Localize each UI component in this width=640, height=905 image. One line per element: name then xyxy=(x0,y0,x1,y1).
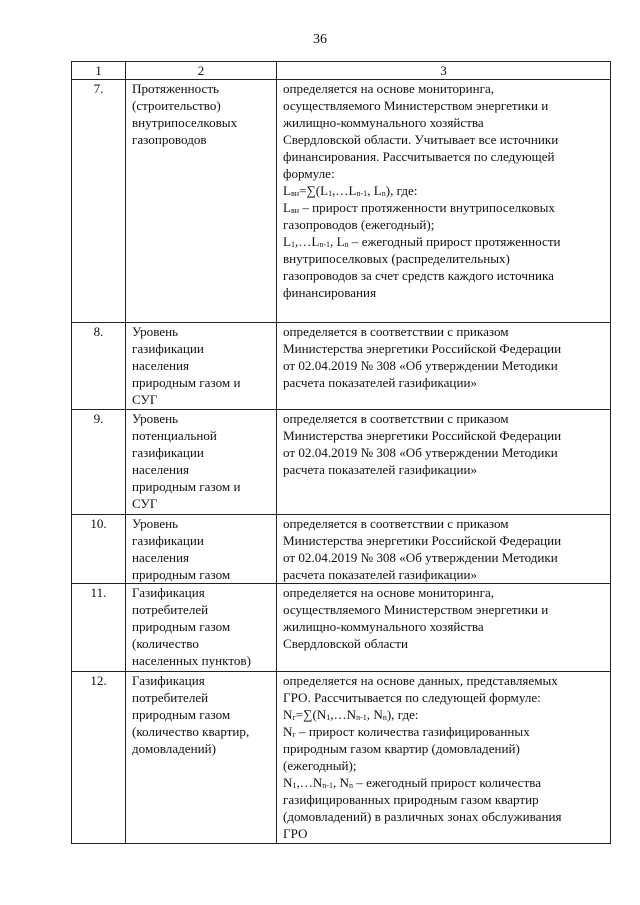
name-line: Газификация xyxy=(132,673,205,688)
table-row xyxy=(72,584,611,672)
indicator-method xyxy=(277,672,611,844)
row-number: 8. xyxy=(72,323,126,410)
row-number: 12. xyxy=(72,672,126,844)
row-number: 9. xyxy=(72,410,126,515)
desc-line: Министерства энергетики Российской Федерации xyxy=(283,533,562,548)
desc-line: от 02.04.2019 № 308 «Об утверждении Методики xyxy=(283,550,558,565)
name-line: внутрипоселковых xyxy=(132,115,238,130)
definition-line: природным газом квартир (домовладений) xyxy=(283,741,520,756)
indicator-method xyxy=(277,323,611,410)
indicator-name xyxy=(126,410,277,515)
header-col-1: 1 xyxy=(72,62,126,80)
desc-line: определяется в соответствии с приказом xyxy=(283,411,509,426)
desc-line: расчета показателей газификации» xyxy=(283,567,478,582)
name-line: природным газом xyxy=(132,619,231,634)
definition-line: газифицированных природным газом квартир xyxy=(283,792,539,807)
name-line: газификации xyxy=(132,341,204,356)
desc-line: определяется на основе мониторинга, xyxy=(283,81,495,96)
desc-line: определяется на основе данных, представляемых xyxy=(283,673,558,688)
row-number: 10. xyxy=(72,515,126,584)
desc-line: жилищно-коммунального хозяйства xyxy=(283,115,484,130)
name-line: населения xyxy=(132,550,189,565)
name-line: населения xyxy=(132,358,189,373)
desc-line: финансирования. Рассчитывается по следующей xyxy=(283,149,555,164)
name-line: газопроводов xyxy=(132,132,207,147)
desc-line: осуществляемого Министерством энергетики и xyxy=(283,602,549,617)
desc-line: ГРО. Рассчитывается по следующей формуле: xyxy=(283,690,541,705)
definition-line: газопроводов (ежегодный); xyxy=(283,217,435,232)
definition-line: газопроводов за счет средств каждого источника xyxy=(283,268,554,283)
desc-line: Свердловской области xyxy=(283,636,408,651)
definition-line: ГРО xyxy=(283,826,308,841)
indicator-name xyxy=(126,584,277,672)
indicator-method xyxy=(277,584,611,672)
name-line: газификации xyxy=(132,445,204,460)
desc-line: жилищно-коммунального хозяйства xyxy=(283,619,484,634)
desc-line: определяется в соответствии с приказом xyxy=(283,516,509,531)
definition-line: (домовладений) в различных зонах обслуживания xyxy=(283,809,562,824)
name-line: природным газом и xyxy=(132,375,241,390)
formula-line: $L_{вн}=\sum(L_1,\dots L_{n-1}$, $L_n$), где: xyxy=(283,183,418,198)
indicator-name xyxy=(126,323,277,410)
definition-line: $N_1,\dots N_{n-1}$, $N_n$ – ежегодный прирост количества xyxy=(283,775,542,790)
table-row xyxy=(72,410,611,515)
definition-line: внутрипоселковых (распределительных) xyxy=(283,251,510,266)
name-line: (количество квартир, xyxy=(132,724,250,739)
desc-line: от 02.04.2019 № 308 «Об утверждении Методики xyxy=(283,358,558,373)
name-line: потребителей xyxy=(132,602,209,617)
table-row xyxy=(72,323,611,410)
name-line: Уровень xyxy=(132,516,179,531)
definition-line: $L_1,\dots L_{n-1}$, $L_n$ – ежегодный прирост протяженности xyxy=(283,234,561,249)
name-line: Газификация xyxy=(132,585,205,600)
desc-line: определяется на основе мониторинга, xyxy=(283,585,495,600)
name-line: СУГ xyxy=(132,392,158,407)
name-line: природным газом xyxy=(132,567,231,582)
indicators-table xyxy=(71,61,611,844)
desc-line: формуле: xyxy=(283,166,335,181)
indicator-name xyxy=(126,515,277,584)
header-col-3: 3 xyxy=(277,62,611,80)
definition-line: $N_г$ – прирост количества газифицированных xyxy=(283,724,530,739)
desc-line: определяется в соответствии с приказом xyxy=(283,324,509,339)
name-line: СУГ xyxy=(132,496,158,511)
page-number: 36 xyxy=(313,32,327,47)
name-line: (количество xyxy=(132,636,199,651)
desc-line: Министерства энергетики Российской Федерации xyxy=(283,341,562,356)
indicator-method xyxy=(277,80,611,323)
definition-line: финансирования xyxy=(283,285,377,300)
row-number: 7. xyxy=(72,80,126,323)
name-line: газификации xyxy=(132,533,204,548)
formula-line: $N_г=\sum(N_1,\dots N_{n-1}$, $N_n$), где: xyxy=(283,707,419,722)
table-row xyxy=(72,672,611,844)
name-line: населения xyxy=(132,462,189,477)
name-line: (строительство) xyxy=(132,98,221,113)
name-line: Уровень xyxy=(132,324,179,339)
name-line: потребителей xyxy=(132,690,209,705)
name-line: природным газом и xyxy=(132,479,241,494)
desc-line: Свердловской области. Учитывает все источники xyxy=(283,132,559,147)
name-line: Уровень xyxy=(132,411,179,426)
table-row xyxy=(72,80,611,323)
definition-line: $L_{вн}$ – прирост протяженности внутрипоселковых xyxy=(283,200,555,215)
desc-line: от 02.04.2019 № 308 «Об утверждении Методики xyxy=(283,445,558,460)
name-line: населенных пунктов) xyxy=(132,653,251,668)
header-col-2: 2 xyxy=(126,62,277,80)
desc-line: осуществляемого Министерством энергетики и xyxy=(283,98,549,113)
name-line: Протяженность xyxy=(132,81,220,96)
indicator-method xyxy=(277,515,611,584)
desc-line: расчета показателей газификации» xyxy=(283,375,478,390)
table-header-row xyxy=(72,62,611,80)
desc-line: расчета показателей газификации» xyxy=(283,462,478,477)
name-line: домовладений) xyxy=(132,741,217,756)
definition-line: (ежегодный); xyxy=(283,758,357,773)
name-line: потенциальной xyxy=(132,428,217,443)
indicator-method xyxy=(277,410,611,515)
desc-line: Министерства энергетики Российской Федерации xyxy=(283,428,562,443)
name-line: природным газом xyxy=(132,707,231,722)
row-number: 11. xyxy=(72,584,126,672)
indicator-name xyxy=(126,80,277,323)
indicator-name xyxy=(126,672,277,844)
table-row xyxy=(72,515,611,584)
